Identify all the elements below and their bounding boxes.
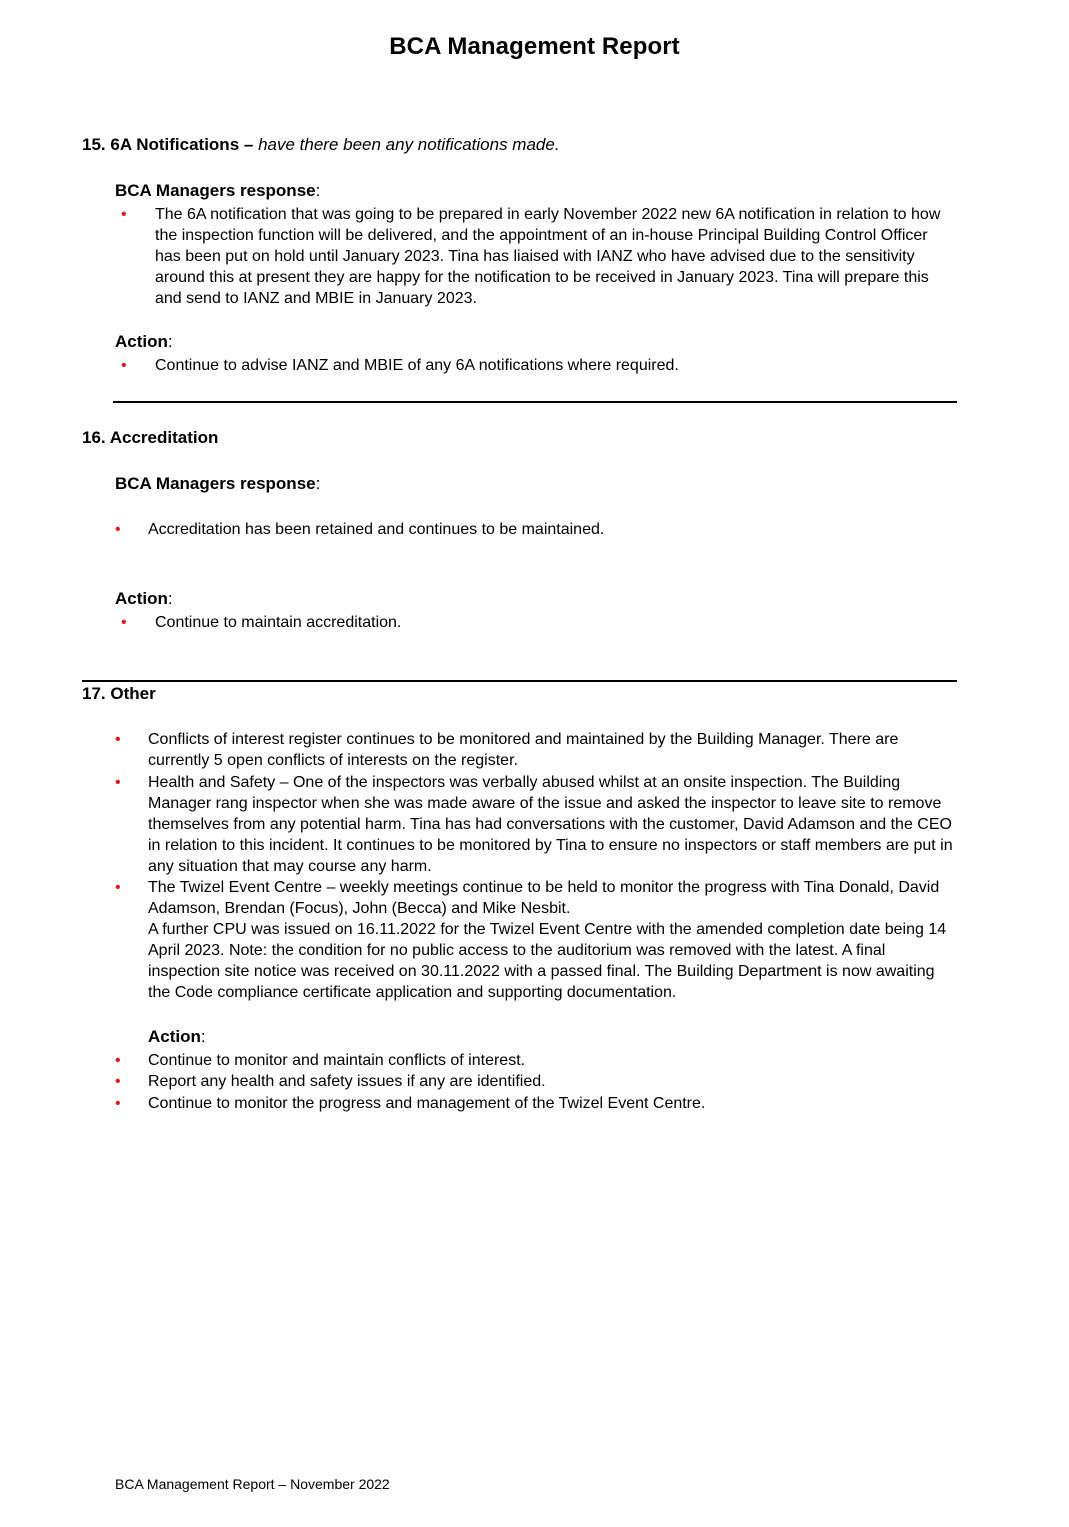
section-15-heading	[82, 135, 560, 155]
section-16-action-label: Action:	[115, 589, 173, 608]
section-15-response-label: BCA Managers response:	[115, 181, 321, 200]
section-17-number: 17.	[82, 684, 106, 703]
bullet-icon: •	[115, 1052, 121, 1069]
section-17-action-item: Continue to monitor the progress and management of the Twizel Event Centre.	[148, 1095, 706, 1112]
section-16-response-label: BCA Managers response:	[115, 474, 321, 493]
section-15-title: 6A Notifications –	[110, 135, 254, 154]
section-17-action-item: Continue to monitor and maintain conflicts of interest.	[148, 1052, 526, 1069]
bullet-icon: •	[121, 206, 127, 223]
section-17-item: The Twizel Event Centre – weekly meetings continue to be held to monitor the progress with Tina Donald, David Adamson, Brendan (Focus), John (Becca) and Mike Nesbit.	[148, 879, 940, 917]
section-17-action-item: Report any health and safety issues if any are identified.	[148, 1073, 546, 1090]
section-17-action-label: Action:	[148, 1027, 206, 1046]
section-divider	[82, 680, 957, 682]
bullet-icon: •	[115, 521, 121, 538]
section-17-item: Health and Safety – One of the inspectors was verbally abused whilst at an onsite inspection. The Building Manager rang inspector when she was made aware of the issue and asked the inspector to leave site to remove themselves from any potential harm. Tina has had conversations with the customer, David Adamson and the CEO in relation to this incident. It continues to be monitored by Tina to ensure no inspectors or staff members are put in any situation that may course any harm.	[148, 774, 953, 875]
page-title: BCA Management Report	[389, 33, 680, 60]
bullet-icon: •	[115, 1073, 121, 1090]
section-17-title: Other	[110, 684, 156, 703]
section-17-item-continuation: A further CPU was issued on 16.11.2022 for the Twizel Event Centre with the amended completion date being 14 April 2023. Note: the condition for no public access to the auditorium was removed with the latest. A final inspection site notice was received on 30.11.2022 with a passed final. The Building Department is now awaiting the Code compliance certificate application and supporting documentation.	[148, 921, 947, 1001]
section-16-action-item: Continue to maintain accreditation.	[155, 614, 402, 631]
section-divider	[113, 401, 957, 403]
section-17-heading	[82, 684, 156, 704]
section-15-action-item: Continue to advise IANZ and MBIE of any 6A notifications where required.	[155, 357, 679, 374]
section-15-subtitle: have there been any notifications made.	[258, 135, 560, 154]
section-16-heading	[82, 428, 218, 448]
bullet-icon: •	[115, 1095, 121, 1112]
section-15-number: 15.	[82, 135, 106, 154]
section-16-title: Accreditation	[109, 428, 219, 447]
section-17-item: Conflicts of interest register continues to be monitored and maintained by the Building Manager. There are currently 5 open conflicts of interests on the register.	[148, 731, 899, 769]
bullet-icon: •	[121, 357, 127, 374]
section-15-response-item: The 6A notification that was going to be prepared in early November 2022 new 6A notification in relation to how the inspection function will be delivered, and the appointment of an in-house Principal Building Control Officer has been put on hold until January 2023. Tina has liaised with IANZ who have advised due to the sensitivity around this at present they are happy for the notification to be received in January 2023. Tina will prepare this and send to IANZ and MBIE in January 2023.	[155, 206, 941, 307]
section-16-response-item: Accreditation has been retained and continues to be maintained.	[148, 521, 605, 538]
section-15-action-label: Action:	[115, 332, 173, 351]
bullet-icon: •	[115, 731, 121, 748]
page-footer: BCA Management Report – November 2022	[115, 1476, 390, 1492]
bullet-icon: •	[121, 614, 127, 631]
section-16-number: 16.	[82, 428, 106, 447]
bullet-icon: •	[115, 879, 121, 896]
bullet-icon: •	[115, 774, 121, 791]
